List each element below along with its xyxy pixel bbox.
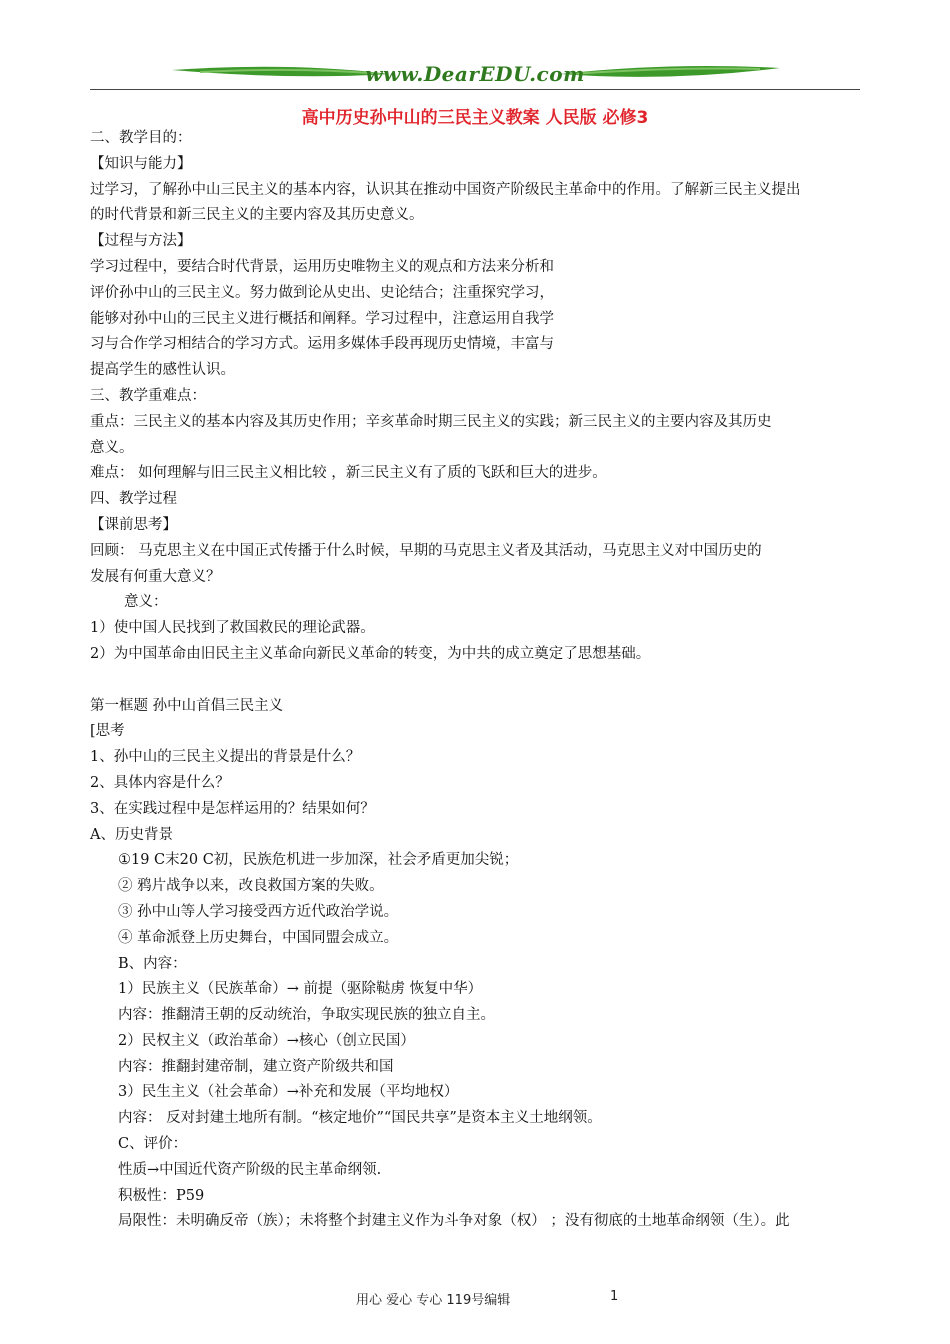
text-line: B、内容： bbox=[118, 955, 187, 972]
text-line: ④ 革命派登上历史舞台，中国同盟会成立。 bbox=[118, 929, 399, 946]
text-line: 3）民生主义（社会革命）→补充和发展（平均地权） bbox=[118, 1084, 459, 1101]
text-line: 能够对孙中山的三民主义进行概括和阐释。学习过程中，注意运用自我学 bbox=[90, 310, 554, 327]
text-line: 局限性：未明确反帝（族）；未将整个封建主义作为斗争对象（权） ；没有彻底的土地革命纲领（生）。此 bbox=[118, 1213, 790, 1230]
text-line: 回顾： 马克思主义在中国正式传播于什么时候，早期的马克思主义者及其活动，马克思主义对中国历史的 bbox=[90, 542, 762, 559]
text-line: 积极性：P59 bbox=[118, 1187, 205, 1204]
text-line: 3、在实践过程中是怎样运用的？结果如何？ bbox=[90, 800, 375, 817]
text-line: 过学习，了解孙中山三民主义的基本内容，认识其在推动中国资产阶级民主革命中的作用。了解新三民主义提出 bbox=[90, 181, 801, 198]
header-rule bbox=[90, 89, 860, 90]
text-line: 1）使中国人民找到了救国救民的理论武器。 bbox=[90, 620, 375, 637]
text-line: 【过程与方法】 bbox=[90, 233, 192, 250]
text-line: 二、教学目的： bbox=[90, 130, 192, 146]
text-line: 2）民权主义（政治革命）→核心（创立民国） bbox=[118, 1032, 415, 1049]
text-line: 的时代背景和新三民主义的主要内容及其历史意义。 bbox=[90, 207, 424, 224]
text-line: 三、教学重难点： bbox=[90, 387, 206, 404]
text-line: 性质→中国近代资产阶级的民主革命纲领. bbox=[118, 1161, 382, 1178]
text-line: 习与合作学习相结合的学习方式。运用多媒体手段再现历史情境，丰富与 bbox=[90, 336, 554, 353]
text-line: 意义： bbox=[124, 594, 168, 611]
text-line: 【知识与能力】 bbox=[90, 155, 192, 172]
text-line: 评价孙中山的三民主义。努力做到论从史出、史论结合；注重探究学习， bbox=[90, 284, 554, 301]
text-line: 【课前思考】 bbox=[90, 516, 177, 533]
text-line: ② 鸦片战争以来，改良救国方案的失败。 bbox=[118, 878, 384, 895]
text-line: C、评价： bbox=[118, 1136, 188, 1153]
text-line: 第一框题 孙中山首倡三民主义 bbox=[90, 697, 284, 714]
text-line: 2）为中国革命由旧民主主义革命向新民义革命的转变，为中共的成立奠定了思想基础。 bbox=[90, 645, 651, 662]
text-line: 发展有何重大意义？ bbox=[90, 568, 221, 585]
text-line: 难点： 如何理解与旧三民主义相比较 ，新三民主义有了质的飞跃和巨大的进步。 bbox=[90, 465, 607, 482]
document-title: 高中历史孙中山的三民主义教案 人民版 必修3 bbox=[301, 108, 649, 128]
text-line: 提高学生的感性认识。 bbox=[90, 362, 235, 379]
text-line: 学习过程中，要结合时代背景，运用历史唯物主义的观点和方法来分析和 bbox=[90, 258, 554, 275]
text-line: 重点：三民主义的基本内容及其历史作用；辛亥革命时期三民主义的实践；新三民主义的主要内容及其历史 bbox=[90, 413, 772, 430]
text-line: 内容：推翻清王朝的反动统治，争取实现民族的独立自主。 bbox=[118, 1007, 495, 1024]
text-line: A、历史背景 bbox=[90, 826, 173, 843]
text-line: 2、具体内容是什么？ bbox=[90, 774, 230, 791]
text-line: 1）民族主义（民族革命）→ 前提（驱除鞑虏 恢复中华） bbox=[118, 981, 483, 998]
text-line: ①19 C末20 C初，民族危机进一步加深，社会矛盾更加尖锐； bbox=[118, 852, 519, 869]
text-line bbox=[90, 668, 870, 694]
page-number: 1 bbox=[610, 1289, 619, 1304]
text-line: [思考 bbox=[90, 723, 125, 740]
text-line: 四、教学过程 bbox=[90, 491, 177, 508]
text-line: ③ 孙中山等人学习接受西方近代政治学说。 bbox=[118, 903, 399, 920]
document-body bbox=[90, 126, 870, 1235]
text-line: 1、孙中山的三民主义提出的背景是什么？ bbox=[90, 749, 361, 766]
site-logo-header bbox=[90, 58, 860, 92]
text-line: 内容： 反对封建土地所有制。“核定地价”“国民共享”是资本主义土地纲领。 bbox=[118, 1110, 602, 1127]
text-line: 内容：推翻封建帝制，建立资产阶级共和国 bbox=[118, 1058, 394, 1075]
text-line: 意义。 bbox=[90, 439, 134, 456]
footer-text: 用心 爱心 专心 119号编辑 bbox=[356, 1293, 511, 1308]
logo-text: www.DearEDU.com bbox=[365, 62, 585, 86]
